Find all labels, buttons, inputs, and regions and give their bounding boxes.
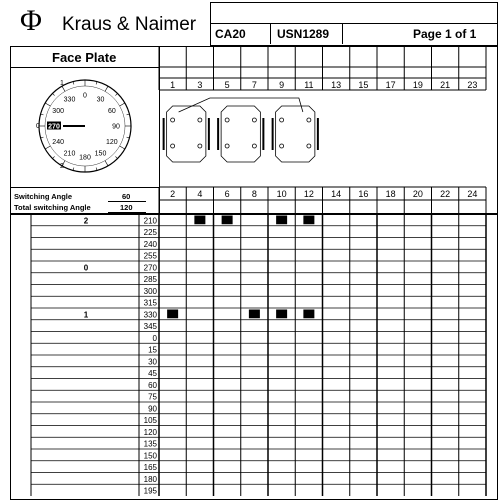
contact-point: [171, 118, 175, 122]
terminal-number: 4: [197, 189, 203, 199]
angle-value: 270: [143, 263, 157, 273]
dial-number: 180: [79, 154, 91, 162]
contact-point: [225, 144, 229, 148]
terminal-number: 13: [331, 80, 342, 90]
angle-value: 0: [152, 333, 157, 343]
angle-value: 75: [148, 392, 157, 402]
logo-phi-icon: Φ: [20, 4, 42, 37]
contact-closed-mark: [249, 310, 260, 319]
terminal-number: 2: [170, 189, 176, 199]
contact-point: [225, 118, 229, 122]
angle-value: 45: [148, 369, 157, 378]
angle-value: 285: [143, 275, 157, 284]
contact-point: [280, 144, 284, 148]
terminal-number: 9: [279, 80, 285, 90]
angle-value: 315: [143, 298, 157, 308]
angle-value: 195: [143, 486, 157, 496]
angle-value: 30: [148, 357, 157, 367]
page-number: Page 1 of 1: [413, 27, 477, 41]
angle-value: 300: [143, 286, 157, 296]
contact-element: [273, 106, 318, 162]
angle-value: 345: [143, 322, 157, 331]
terminal-number: 6: [224, 189, 230, 199]
dial-outer-number: 1: [60, 80, 64, 87]
terminal-number: 19: [412, 80, 423, 90]
terminal-number: 21: [440, 80, 451, 90]
terminal-number: 17: [385, 80, 396, 90]
contact-point: [280, 118, 284, 122]
contact-closed-mark: [276, 310, 287, 319]
contact-closed-mark: [276, 216, 287, 225]
contact-outline: [221, 106, 260, 162]
terminal-number: 20: [412, 189, 423, 199]
terminal-number: 22: [440, 189, 451, 199]
dial-number: 90: [112, 123, 120, 131]
contact-closed-mark: [222, 216, 233, 225]
dial-number: 300: [52, 108, 64, 115]
contact-closed-mark: [303, 310, 314, 319]
terminal-number: 12: [303, 189, 314, 199]
contact-point: [307, 144, 311, 148]
contact-element: [164, 106, 209, 162]
contact-closed-mark: [194, 216, 205, 225]
angle-value: 165: [143, 463, 157, 472]
angle-value: 105: [143, 416, 157, 425]
dial-number: 330: [63, 96, 76, 104]
type-code: CA20: [215, 27, 246, 41]
terminal-number: 7: [251, 80, 257, 90]
drawing-number: USN1289: [277, 27, 330, 41]
position-label: 0: [83, 263, 89, 273]
contact-closed-mark: [303, 216, 314, 225]
company-name: Kraus & Naimer: [62, 14, 197, 35]
angle-value: 210: [143, 216, 157, 226]
terminal-number: 24: [467, 189, 478, 199]
terminal-number: 14: [331, 189, 342, 199]
contact-outline: [167, 106, 206, 162]
angle-value: 330: [143, 310, 157, 320]
dial-number: 270: [48, 123, 60, 131]
dial-number: 240: [52, 139, 64, 146]
angle-value: 15: [148, 345, 157, 355]
face-plate-title: Face Plate: [52, 50, 117, 65]
contact-point: [252, 144, 256, 148]
dial-outer-number: 2: [60, 163, 64, 170]
position-label: 2: [83, 216, 89, 226]
contact-point: [198, 118, 202, 122]
contact-closed-mark: [167, 310, 178, 319]
angle-value: 180: [143, 474, 157, 484]
terminal-number: 23: [467, 80, 478, 90]
terminal-number: 18: [385, 189, 396, 199]
angle-value: 120: [143, 427, 157, 437]
contact-point: [307, 118, 311, 122]
angle-value: 150: [143, 451, 157, 461]
terminal-number: 11: [304, 80, 314, 90]
angle-value: 135: [143, 439, 157, 449]
dial-number: 150: [94, 150, 107, 158]
terminal-number: 10: [276, 189, 287, 199]
dial-number: 60: [107, 108, 116, 115]
contact-bridge: [179, 98, 303, 112]
terminal-number: 5: [224, 80, 230, 90]
dial-number: 120: [106, 139, 118, 146]
terminal-number: 1: [170, 80, 176, 90]
contact-element: [218, 106, 263, 162]
angle-value: 240: [143, 239, 157, 249]
terminal-number: 16: [358, 189, 369, 199]
total-switching-angle-label: Total switching Angle: [14, 203, 91, 212]
position-label: 1: [83, 310, 89, 320]
contact-point: [198, 144, 202, 148]
angle-value: 90: [148, 404, 157, 414]
contact-outline: [276, 106, 315, 162]
contact-point: [252, 118, 256, 122]
angle-value: 255: [143, 251, 157, 261]
terminal-number: 15: [358, 80, 369, 90]
switching-angle-value: 60: [122, 192, 131, 201]
dial-outer-number: 0: [36, 123, 40, 130]
contact-point: [171, 144, 175, 148]
total-switching-angle-value: 120: [120, 203, 133, 212]
dial-number: 210: [63, 150, 76, 158]
switching-angle-label: Switching Angle: [14, 192, 73, 201]
angle-value: 60: [148, 380, 157, 390]
dial-number: 0: [83, 92, 87, 100]
terminal-number: 3: [197, 80, 203, 90]
terminal-number: 8: [251, 189, 257, 199]
dial-number: 30: [96, 96, 105, 104]
angle-value: 225: [143, 228, 157, 237]
